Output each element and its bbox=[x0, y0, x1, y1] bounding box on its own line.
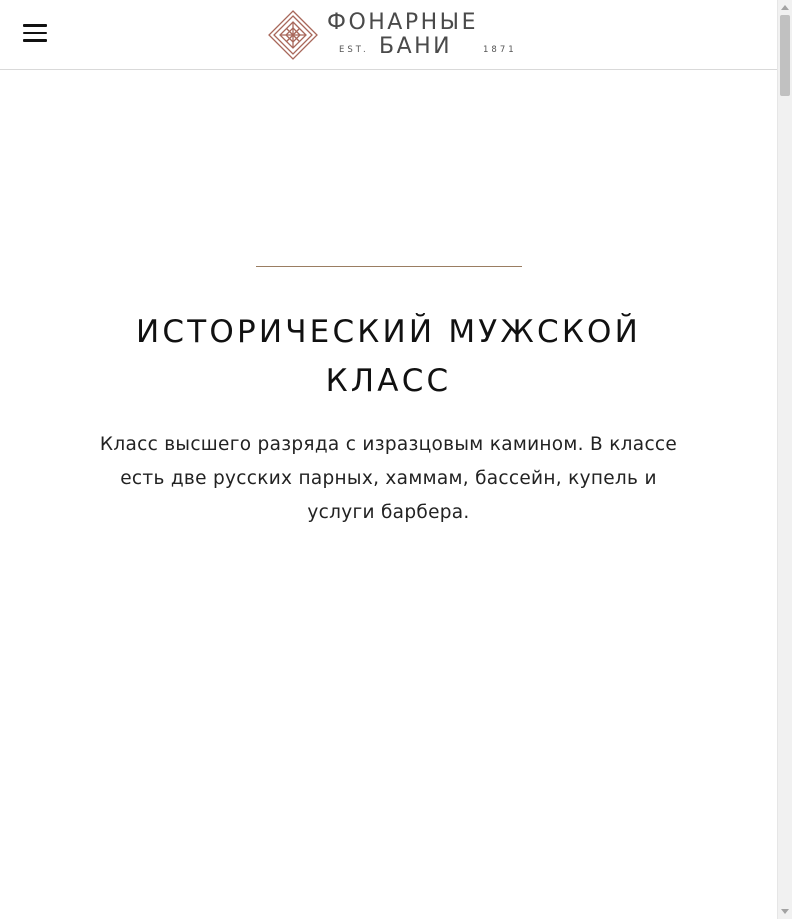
scroll-up-arrow-icon[interactable] bbox=[781, 5, 789, 10]
logo-text-line2: БАНИ bbox=[379, 34, 453, 59]
hamburger-menu-button[interactable] bbox=[18, 18, 52, 48]
section-title: ИСТОРИЧЕСКИЙ МУЖСКОЙ КЛАСС bbox=[135, 314, 642, 399]
vertical-scrollbar[interactable] bbox=[777, 0, 792, 919]
logo-year: 1871 bbox=[483, 45, 517, 55]
scroll-down-arrow-icon[interactable] bbox=[781, 909, 789, 914]
site-header bbox=[0, 0, 777, 70]
logo-est: EST. bbox=[339, 45, 369, 55]
logo-diamond-icon bbox=[268, 10, 318, 60]
section-description: Класс высшего разряда с изразцовым камином. В классе есть две русских парных, хаммам, бассейн, купель и услуги барбера. bbox=[99, 434, 678, 523]
menu-bar-bottom bbox=[23, 39, 47, 42]
scrollbar-thumb[interactable] bbox=[780, 15, 790, 96]
menu-bar-top bbox=[23, 24, 47, 27]
section-divider bbox=[256, 266, 522, 267]
site-logo[interactable] bbox=[268, 10, 524, 60]
logo-text-line1: ФОНАРНЫЕ bbox=[327, 10, 478, 35]
menu-bar-middle bbox=[23, 32, 47, 35]
